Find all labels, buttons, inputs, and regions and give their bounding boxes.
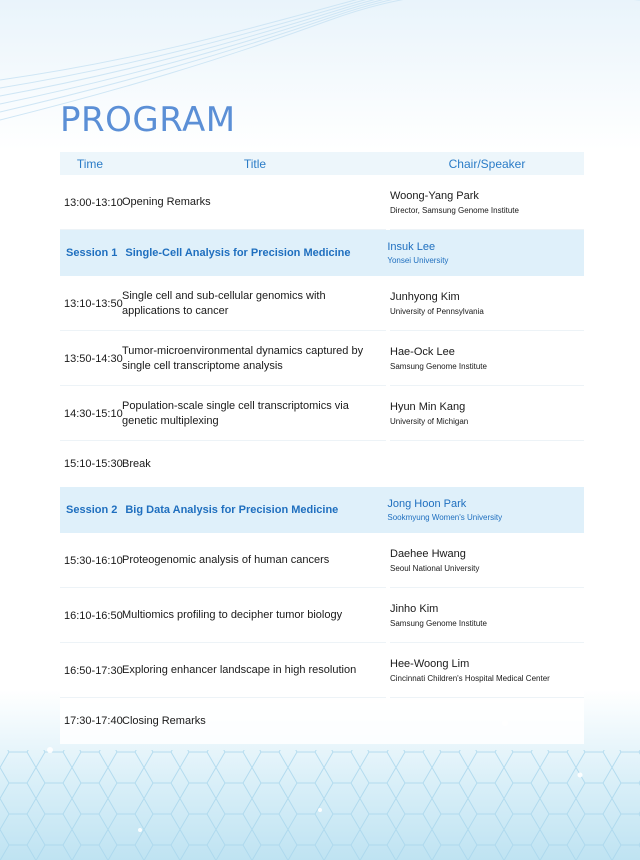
row-title: Closing Remarks	[122, 714, 206, 727]
speaker-affiliation: Director, Samsung Genome Institute	[390, 205, 519, 215]
speaker-name: Hee-Woong Lim	[390, 657, 470, 670]
table-header	[60, 152, 584, 175]
row-speaker	[386, 547, 584, 575]
session-chair	[387, 497, 502, 524]
row-speaker	[386, 290, 584, 318]
row-time: 13:00-13:10	[64, 196, 123, 209]
table-row	[60, 175, 584, 230]
table-row	[60, 386, 584, 441]
row-title: Population-scale single cell transcriptomics via genetic multiplexing	[122, 399, 349, 427]
program-table	[60, 152, 584, 744]
table-row	[60, 331, 584, 386]
row-time: 14:30-15:10	[64, 407, 123, 420]
speaker-affiliation: Samsung Genome Institute	[390, 618, 487, 628]
row-speaker	[386, 657, 584, 685]
row-speaker	[386, 345, 584, 373]
row-time: 16:10-16:50	[64, 609, 123, 622]
header-title: Title	[243, 156, 267, 171]
row-time: 13:50-14:30	[64, 352, 123, 365]
header-chair-speaker: Chair/Speaker	[448, 156, 526, 171]
header-time: Time	[76, 156, 104, 171]
row-title: Tumor-microenvironmental dynamics captured by single cell transcriptome analysis	[122, 344, 364, 372]
speaker-name: Jinho Kim	[390, 602, 439, 615]
speaker-name: Daehee Hwang	[390, 547, 466, 560]
session-title: Big Data Analysis for Precision Medicine	[125, 504, 339, 516]
session-title: Single-Cell Analysis for Precision Medicine	[125, 247, 351, 259]
row-title: Proteogenomic analysis of human cancers	[122, 554, 330, 566]
speaker-name: Hyun Min Kang	[390, 400, 466, 413]
row-time: 15:10-15:30	[64, 458, 123, 470]
row-title: Multiomics profiling to decipher tumor biology	[122, 609, 343, 621]
speaker-affiliation: University of Pennsylvania	[390, 306, 484, 316]
speaker-affiliation: Cincinnati Children's Hospital Medical Center	[390, 673, 550, 683]
row-time: 15:30-16:10	[64, 554, 123, 567]
speaker-affiliation: Samsung Genome Institute	[390, 361, 487, 371]
table-row	[60, 698, 584, 744]
row-title: Opening Remarks	[122, 196, 211, 208]
speaker-affiliation: Seoul National University	[390, 563, 480, 573]
row-title: Single cell and sub-cellular genomics with applications to cancer	[122, 289, 326, 317]
speaker-name: Hae-Ock Lee	[390, 345, 455, 358]
row-time: 17:30-17:40	[64, 715, 123, 727]
table-row	[60, 533, 584, 588]
speaker-name: Junhyong Kim	[390, 290, 460, 303]
row-speaker	[386, 189, 584, 217]
table-row	[60, 276, 584, 331]
row-time: 13:10-13:50	[64, 297, 123, 310]
page-title: PROGRAM	[60, 100, 236, 140]
row-time: 16:50-17:30	[64, 664, 123, 677]
session-label: Session 1	[66, 247, 118, 259]
session-row	[60, 230, 584, 276]
table-row	[60, 643, 584, 698]
speaker-affiliation: University of Michigan	[390, 416, 469, 426]
chair-name: Jong Hoon Park	[387, 497, 467, 510]
row-speaker	[386, 400, 584, 428]
session-label: Session 2	[66, 504, 118, 516]
table-row	[60, 588, 584, 643]
row-title: Break	[122, 457, 151, 470]
row-speaker	[386, 602, 584, 630]
table-row	[60, 441, 584, 487]
chair-affiliation: Yonsei University	[387, 255, 449, 265]
chair-name: Insuk Lee	[387, 240, 436, 253]
speaker-name: Woong-Yang Park	[390, 189, 479, 202]
row-title: Exploring enhancer landscape in high resolution	[122, 664, 357, 676]
session-chair	[387, 240, 448, 267]
chair-affiliation: Sookmyung Women's University	[387, 512, 503, 522]
session-row	[60, 487, 584, 533]
